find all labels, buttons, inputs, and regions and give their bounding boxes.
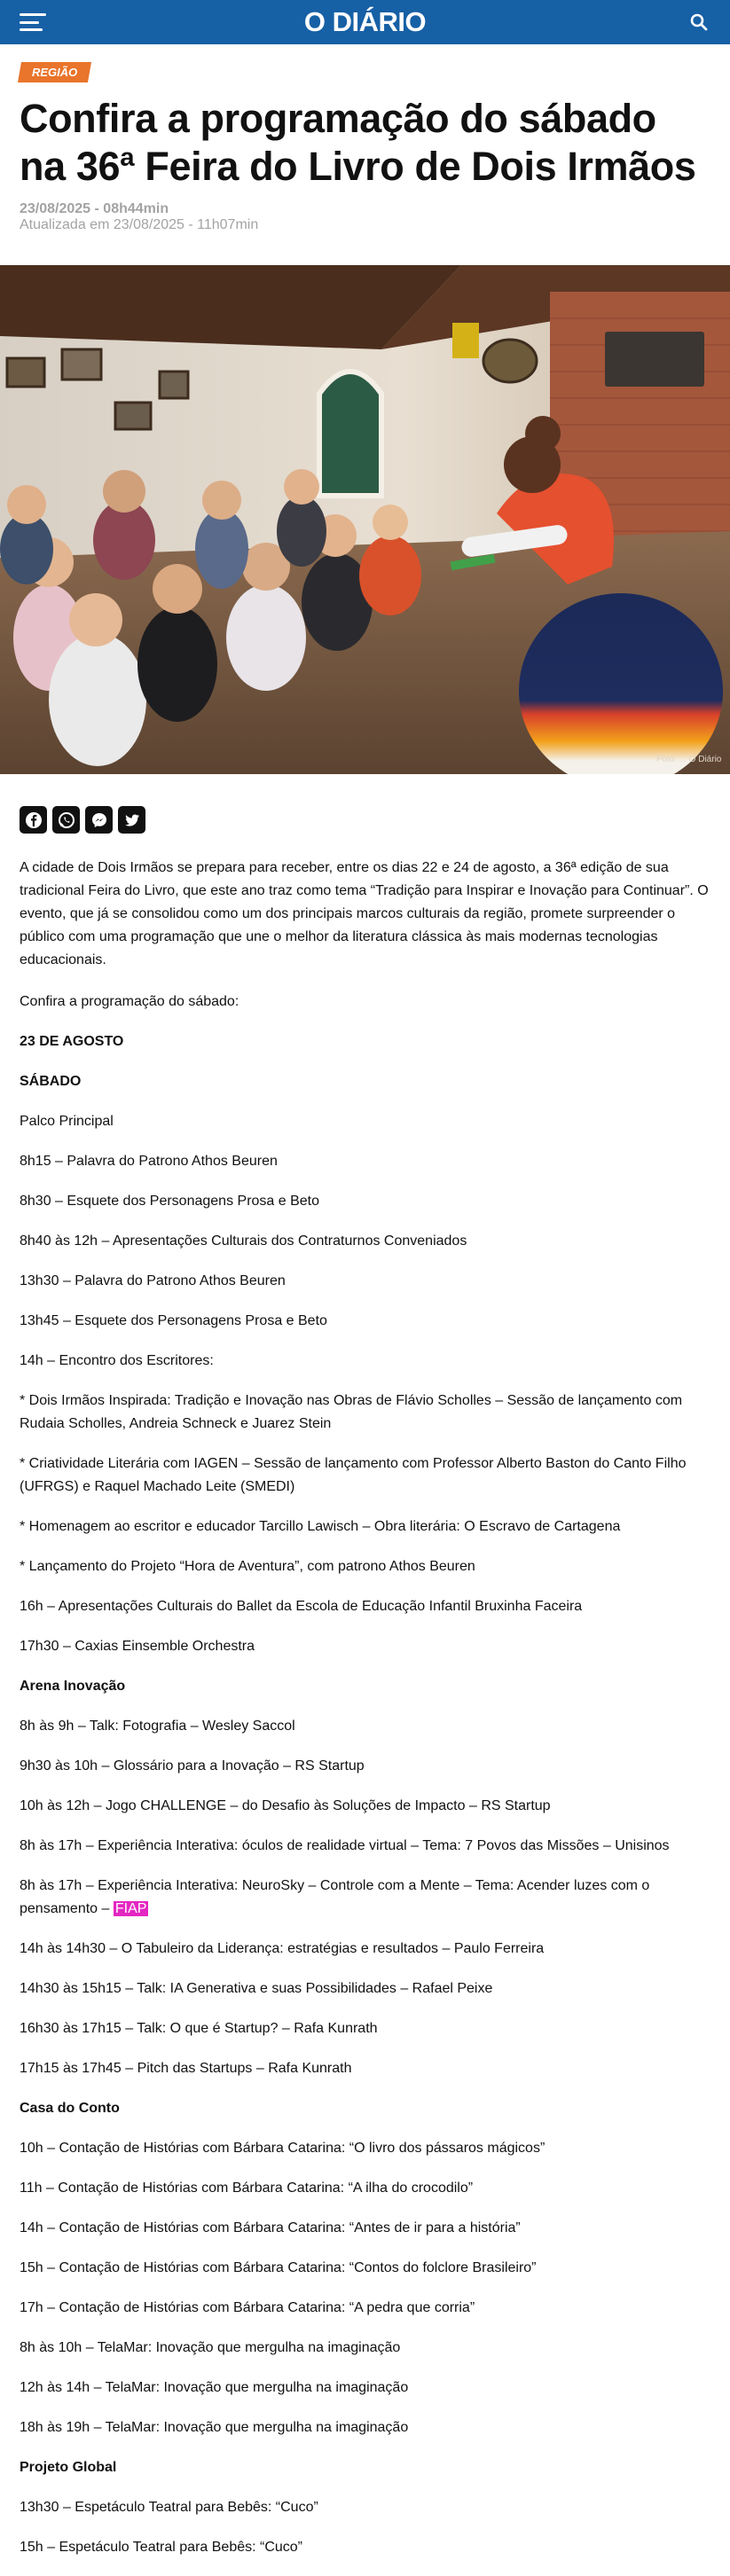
schedule-item: 14h às 14h30 – O Tabuleiro da Liderança: estratégias e resultados – Paulo Ferreira — [20, 1941, 545, 1956]
schedule-item: 17h15 às 17h45 – Pitch das Startups – Rafa Kunrath — [20, 2061, 352, 2076]
schedule-item: * Lançamento do Projeto “Hora de Aventura”, com patrono Athos Beuren — [20, 1559, 475, 1574]
schedule-item: 15h – Espetáculo Teatral para Bebês: “Cuco” — [20, 2540, 303, 2555]
article-hero-photo — [0, 265, 730, 774]
schedule-item: 10h – Contação de Histórias com Bárbara Catarina: “O livro dos pássaros mágicos” — [20, 2141, 546, 2156]
schedule-item: 8h40 às 12h – Apresentações Culturais dos Contraturnos Conveniados — [20, 1233, 467, 1249]
schedule-item: 15h – Contação de Histórias com Bárbara Catarina: “Contos do folclore Brasileiro” — [20, 2260, 537, 2275]
schedule-item: 8h às 10h – TelaMar: Inovação que mergulha na imaginação — [20, 2340, 401, 2355]
stage-schedule — [20, 1150, 710, 1658]
messenger-icon[interactable] — [85, 806, 113, 834]
schedule-item: 14h – Contação de Histórias com Bárbara Catarina: “Antes de ir para a história” — [20, 2220, 521, 2235]
schedule-item: 13h45 – Esquete dos Personagens Prosa e Beto — [20, 1313, 327, 1328]
schedule-item — [20, 1875, 710, 1921]
article-title: Confira a programação do sábado na 36ª Feira do Livro de Dois Irmãos — [20, 96, 696, 189]
share-buttons — [0, 806, 730, 834]
schedule-item: * Criatividade Literária com IAGEN – Sessão de lançamento com Professor Alberto Baston do Canto Filho (UFRGS) e Raquel Machado Leite (SMEDI) — [20, 1456, 687, 1494]
schedule-item-text: 8h às 17h – Experiência Interativa: NeuroSky – Controle com a Mente – Tema: Acender luzes com o pensamento – — [20, 1878, 650, 1916]
schedule-item: 12h às 14h – TelaMar: Inovação que mergulha na imaginação — [20, 2380, 409, 2395]
photo-credit: Foto: ... O Diário — [656, 755, 722, 764]
article-body — [0, 857, 730, 2559]
schedule-item: 8h15 – Palavra do Patrono Athos Beuren — [20, 1154, 278, 1169]
updated-date: Atualizada em 23/08/2025 - 11h07min — [20, 217, 259, 232]
global-schedule — [20, 2496, 710, 2559]
schedule-item: 18h às 19h – TelaMar: Inovação que mergulha na imaginação — [20, 2420, 409, 2435]
schedule-item: 8h às 17h – Experiência Interativa: óculos de realidade virtual – Tema: 7 Povos das Missões – Unisinos — [20, 1838, 670, 1853]
article-header — [0, 44, 730, 233]
schedule-item: 14h30 às 15h15 – Talk: IA Generativa e suas Possibilidades – Rafael Peixe — [20, 1981, 493, 1996]
conto-title: Casa do Conto — [20, 2101, 120, 2116]
schedule-item: 17h – Contação de Histórias com Bárbara Catarina: “A pedra que corria” — [20, 2300, 475, 2315]
global-title: Projeto Global — [20, 2460, 117, 2475]
arena-schedule-a — [20, 1715, 710, 1858]
search-icon[interactable] — [687, 11, 710, 34]
stage-title: Palco Principal — [20, 1114, 114, 1129]
schedule-item: 8h30 – Esquete dos Personagens Prosa e Beto — [20, 1194, 320, 1209]
article-dates — [20, 201, 710, 233]
schedule-intro: Confira a programação do sábado: — [20, 994, 239, 1009]
schedule-item: 13h30 – Palavra do Patrono Athos Beuren — [20, 1273, 286, 1288]
facebook-icon[interactable] — [20, 806, 47, 834]
site-logo[interactable]: O DIÁRIO — [303, 6, 427, 37]
hamburger-menu-icon[interactable] — [20, 13, 46, 31]
schedule-item: 16h – Apresentações Culturais do Ballet da Escola de Educação Infantil Bruxinha Faceira — [20, 1599, 583, 1614]
conto-schedule — [20, 2137, 710, 2439]
schedule-item: 13h30 – Espetáculo Teatral para Bebês: “Cuco” — [20, 2500, 318, 2515]
schedule-item: 8h às 9h – Talk: Fotografia – Wesley Saccol — [20, 1719, 295, 1734]
schedule-date: 23 DE AGOSTO — [20, 1034, 124, 1049]
schedule-item: 16h30 às 17h15 – Talk: O que é Startup? – Rafa Kunrath — [20, 2021, 378, 2036]
schedule-item: 9h30 às 10h – Glossário para a Inovação – RS Startup — [20, 1758, 365, 1773]
highlighted-link[interactable]: FIAP — [114, 1901, 147, 1916]
schedule-item: * Homenagem ao escritor e educador Tarcillo Lawisch – Obra literária: O Escravo de Cartagena — [20, 1519, 621, 1534]
category-badge[interactable]: REGIÃO — [18, 62, 91, 82]
schedule-item: 10h às 12h – Jogo CHALLENGE – do Desafio às Soluções de Impacto – RS Startup — [20, 1798, 551, 1813]
article-intro: A cidade de Dois Irmãos se prepara para receber, entre os dias 22 e 24 de agosto, a 36ª edição de sua tradicional Feira do Livro, que este ano traz como tema “Tradição para Inspirar e Inovação para Continuar”. O evento, que já se consolidou como um dos principais marcos culturais da região, promete surpreender o público com uma programação que une o melhor da literatura clássica às mais modernas tecnologias educacionais. — [20, 860, 709, 967]
schedule-item: 14h – Encontro dos Escritores: — [20, 1353, 214, 1368]
twitter-icon[interactable] — [118, 806, 145, 834]
top-navbar — [0, 0, 730, 44]
whatsapp-icon[interactable] — [52, 806, 80, 834]
arena-schedule-b — [20, 1938, 710, 2080]
schedule-day: SÁBADO — [20, 1074, 82, 1089]
schedule-item: * Dois Irmãos Inspirada: Tradição e Inovação nas Obras de Flávio Scholles – Sessão de lançamento com Rudaia Scholles, Andreia Schneck e Juarez Stein — [20, 1393, 683, 1431]
arena-title: Arena Inovação — [20, 1679, 126, 1694]
schedule-item: 17h30 – Caxias Einsemble Orchestra — [20, 1639, 255, 1654]
published-date: 23/08/2025 - 08h44min — [20, 201, 169, 216]
schedule-item: 11h – Contação de Histórias com Bárbara Catarina: “A ilha do crocodilo” — [20, 2181, 474, 2196]
